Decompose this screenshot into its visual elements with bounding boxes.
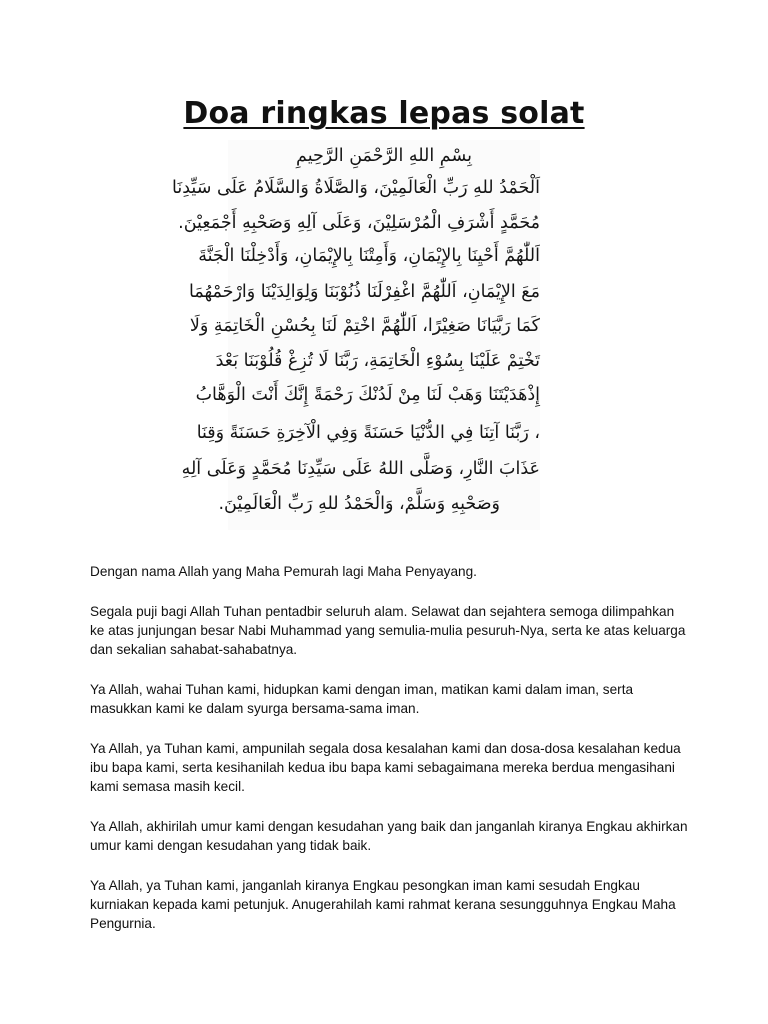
arabic-line-9: ، رَبَّنَا آتِنَا فِي الدُّنْيَا حَسَنَةً وَفِي الْآخِرَةِ حَسَنَةً وَقِنَا [196, 423, 540, 443]
arabic-line-11: وَصَحْبِهِ وَسَلَّمْ، وَالْحَمْدُ للهِ رَبِّ الْعَالَمِيْنَ. [218, 494, 500, 514]
arabic-line-1: بِسْمِ اللهِ الرَّحْمَنِ الرَّحِيمِ [296, 146, 472, 166]
arabic-line-10: عَذَابَ النَّارِ، وَصَلَّى اللهُ عَلَى سَيِّدِنَا مُحَمَّدٍ وَعَلَى آلِهِ [181, 459, 540, 479]
arabic-line-7: تَخْتِمْ عَلَيْنَا بِسُوْءِ الْخَاتِمَةِ، رَبَّنَا لَا تُزِغْ قُلُوْبَنَا بَعْدَ [215, 351, 540, 371]
arabic-line-5: مَعَ الإِيْمَانِ، اَللّٰهُمَّ اغْفِرْلَنَا ذُنُوْبَنَا وَلِوَالِدَيْنَا وَارْحَمْهُمَا [189, 282, 540, 302]
page-title: Doa ringkas lepas solat [183, 96, 585, 131]
arabic-prayer-image [172, 140, 540, 530]
translation-paragraph-1: Dengan nama Allah yang Maha Pemurah lagi Maha Penyayang. [90, 564, 477, 579]
translation-paragraph-3: Ya Allah, wahai Tuhan kami, hidupkan kami dengan iman, matikan kami dalam iman, serta masukkan kami ke dalam syurga bersama-sama iman. [90, 682, 634, 716]
translation-paragraph-4: Ya Allah, ya Tuhan kami, ampunilah segala dosa kesalahan kami dan dosa-dosa kesalahan kedua ibu bapa kami, serta kesihanilah kedua ibu bapa kami sebagaimana mereka berdua mengasihani kami semasa masih kecil. [90, 741, 681, 794]
malay-translation [90, 562, 690, 954]
translation-paragraph-2: Segala puji bagi Allah Tuhan pentadbir seluruh alam. Selawat dan sejahtera semoga dilimpahkan ke atas junjungan besar Nabi Muhammad yang semulia-mulia pesuruh-Nya, serta ke atas keluarga dan sekalian sahabat-sahabatnya. [90, 604, 686, 657]
arabic-line-8: إِذْهَدَيْتَنَا وَهَبْ لَنَا مِنْ لَدُنْكَ رَحْمَةً إِنَّكَ أَنْتَ الْوَهَّابُ [195, 385, 540, 405]
arabic-line-2: اَلْحَمْدُ للهِ رَبِّ الْعَالَمِيْنَ، وَالصَّلَاةُ وَالسَّلَامُ عَلَى سَيِّدِنَا [172, 178, 540, 198]
translation-paragraph-6: Ya Allah, ya Tuhan kami, janganlah kiranya Engkau pesongkan iman kami sesudah Engkau kurniakan kepada kami petunjuk. Anugerahilah kami rahmat kerana sesungguhnya Engkau Maha Pengurnia. [90, 878, 676, 931]
arabic-line-4: اَللّٰهُمَّ أَحْيِنَا بِالإِيْمَانِ، وَأَمِتْنَا بِالإِيْمَانِ، وَأَدْخِلْنَا الْجَنَّةَ [198, 246, 540, 266]
translation-paragraph-5: Ya Allah, akhirilah umur kami dengan kesudahan yang baik dan janganlah kiranya Engkau akhirkan umur kami dengan kesudahan yang tidak baik. [90, 819, 688, 853]
arabic-line-6: كَمَا رَبَّيَانَا صَغِيْرًا، اَللّٰهُمَّ اخْتِمْ لَنَا بِحُسْنِ الْخَاتِمَةِ وَلَا [189, 316, 540, 336]
arabic-line-3: مُحَمَّدٍ أَشْرَفِ الْمُرْسَلِيْنَ، وَعَلَى آلِهِ وَصَحْبِهِ أَجْمَعِيْنَ. [178, 213, 540, 233]
